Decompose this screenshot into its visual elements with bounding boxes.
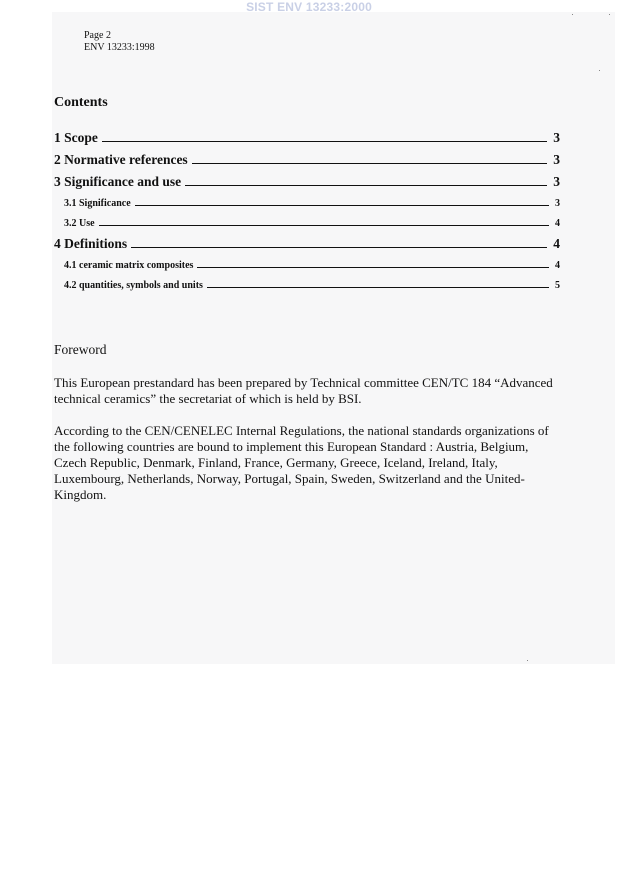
toc-item-quantities-symbols-units[interactable] — [54, 280, 560, 291]
foreword-paragraph-1: This European prestandard has been prepared by Technical committee CEN/TC 184 “Advanced technical ceramics” the secretariat of which is held by BSI. — [54, 375, 553, 406]
toc-item-use[interactable] — [54, 218, 560, 229]
toc-item-page: 3 — [553, 174, 560, 189]
toc-leader-line — [197, 267, 549, 268]
scan-speck — [609, 14, 610, 15]
toc-item-label: 2 Normative references — [54, 152, 188, 167]
contents-heading: Contents — [54, 95, 108, 110]
watermark: SIST ENV 13233:2000 — [246, 0, 372, 14]
toc-item-page: 3 — [555, 198, 560, 209]
toc-item-scope[interactable] — [54, 130, 560, 146]
toc-item-label: 4.1 ceramic matrix composites — [64, 260, 194, 271]
toc-item-page: 3 — [553, 152, 560, 167]
toc-item-label: 4 Definitions — [54, 236, 128, 251]
toc-item-ceramic-matrix-composites[interactable] — [54, 260, 560, 271]
toc-item-label: 3.2 Use — [64, 218, 95, 229]
foreword-paragraph-2: According to the CEN/CENELEC Internal Regulations, the national standards organizations of the following countries are bound to implement this European Standard : Austria, Belgium, Czech Republic, Denmark, Finland, France, Germany, Greece, Iceland, Ireland, Italy, Luxembourg, Netherlands, Norway, Portugal, Spain, Sweden, Switzerland and the United-Kingdom. — [54, 423, 549, 502]
page-header — [84, 30, 155, 54]
toc-item-label: 1 Scope — [54, 130, 98, 145]
toc-item-page: 5 — [555, 280, 560, 291]
toc-item-page: 3 — [553, 130, 560, 145]
page-number: Page 2 — [84, 30, 111, 41]
toc-leader-line — [102, 141, 547, 142]
scan-speck — [572, 14, 573, 15]
toc-leader-line — [207, 287, 549, 288]
scan-speck — [599, 70, 600, 71]
toc-item-page: 4 — [553, 236, 560, 251]
toc-item-significance[interactable] — [54, 198, 560, 209]
toc-item-label: 4.2 quantities, symbols and units — [64, 280, 203, 291]
foreword-heading: Foreword — [54, 342, 107, 357]
toc-leader-line — [192, 163, 548, 164]
toc-leader-line — [131, 247, 547, 248]
toc-leader-line — [135, 205, 549, 206]
scan-speck — [527, 660, 528, 661]
toc-item-definitions[interactable] — [54, 236, 560, 252]
toc-leader-line — [99, 225, 549, 226]
toc-item-page: 4 — [555, 218, 560, 229]
toc-item-label: 3.1 Significance — [64, 198, 131, 209]
standard-id: ENV 13233:1998 — [84, 42, 155, 53]
toc-item-normative-references[interactable] — [54, 152, 560, 168]
toc-item-page: 4 — [555, 260, 560, 271]
toc-leader-line — [185, 185, 547, 186]
toc-item-label: 3 Significance and use — [54, 174, 182, 189]
toc-item-significance-and-use[interactable] — [54, 174, 560, 190]
scanned-page-area — [52, 12, 615, 664]
